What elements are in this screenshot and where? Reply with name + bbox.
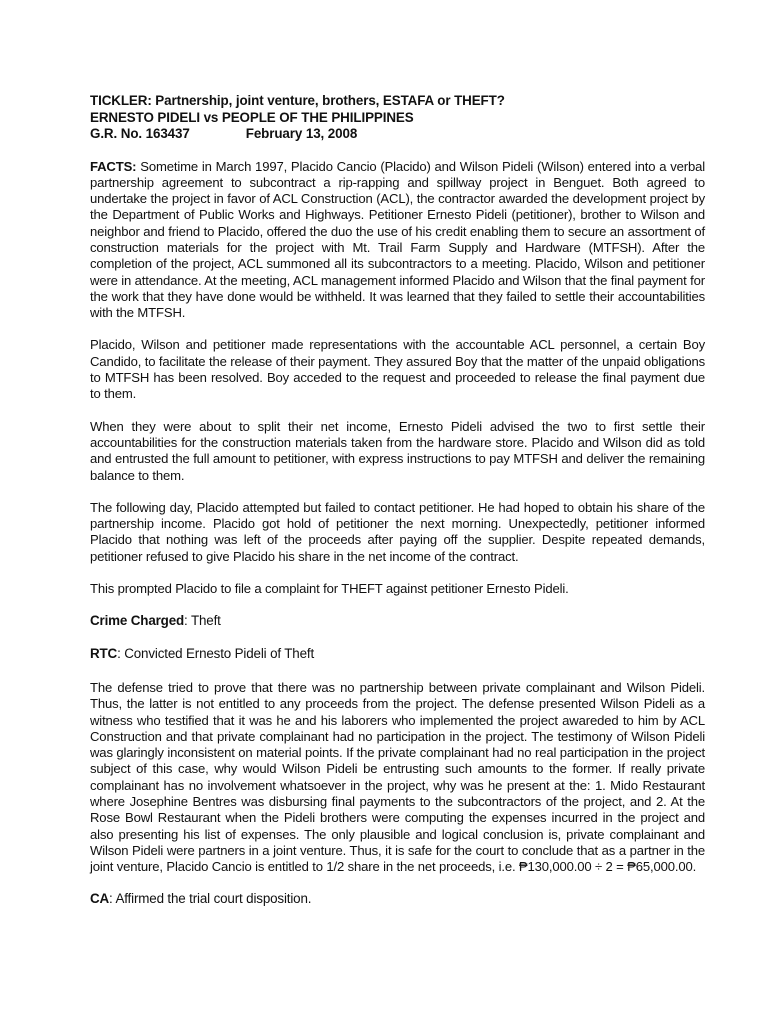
case-reference xyxy=(90,126,705,143)
tickler-line: TICKLER: Partnership, joint venture, brothers, ESTAFA or THEFT? xyxy=(90,93,505,108)
gr-number: G.R. No. 163437 xyxy=(90,126,190,141)
paragraph: Placido, Wilson and petitioner made representations with the accountable ACL personnel, a certain Boy Candido, to facilitate the release of their payment. They assured Boy that the matter of the unpaid obligations to MTFSH has been resolved. Boy acceded to the request and proceeded to release the final payment due to them. xyxy=(90,337,705,402)
defense-paragraph: The defense tried to prove that there was no partnership between private complainant and Wilson Pideli. Thus, the latter is not entitled to any proceeds from the project. The defense presented Wilson Pideli as a witness who testified that it was he and his laborers who implemented the project awareded to him by ACL Construction and that private complainant had no participation in the project. The testimony of Wilson Pideli was glaringly inconsistent on material points. If the private complainant had no real participation in the project subject of this case, why would Wilson Pideli be entrusting such amounts to the former. If really private complainant has no involvement whatsoever in the project, why was he present at the: 1. Mido Restaurant where Josephine Bentres was disbursing final payments to the subcontractors of the project, and 2. At the Rose Bowl Restaurant when the Pideli brothers were computing the expenses incurred in the project and also presenting his list of expenses. The only plausible and logical conclusion is, private complainant and Wilson Pideli were partners in a joint venture. Thus, it is safe for the court to conclude that as a partner in the joint venture, Placido Cancio is entitled to 1/2 share in the net proceeds, i.e. ₱130,000.00 ÷ 2 = ₱65,000.00. xyxy=(90,679,705,875)
paragraph: When they were about to split their net income, Ernesto Pideli advised the two to first settle their accountabilities for the construction materials taken from the hardware store. Placido and Wilson did as told and entrusted the full amount to petitioner, with express instructions to pay MTFSH and deliver the remaining balance to them. xyxy=(90,418,705,483)
facts-text: Sometime in March 1997, Placido Cancio (Placido) and Wilson Pideli (Wilson) entered into a verbal partnership agreement to subcontract a rip-rapping and spillway project in Benguet. Both agreed to undertake the project in favor of ACL Construction (ACL), the contractor awarded the development project by the Department of Public Works and Highways. Petitioner Ernesto Pideli (petitioner), brother to Wilson and neighbor and friend to Placido, offered the duo the use of his credit enabling them to secure an assortment of construction materials for the project with Mt. Trail Farm Supply and Hardware (MTFSH). After the completion of the project, ACL summoned all its subcontractors to a meeting. Placido, Wilson and petitioner were in attendance. At the meeting, ACL management informed Placido and Wilson that the final payment for the work that they have done would be withheld. It was learned that they failed to settle their accountabilities with the MTFSH. xyxy=(90,158,705,321)
paragraph: The following day, Placido attempted but failed to contact petitioner. He had hoped to obtain his share of the partnership income. Placido got hold of petitioner the next morning. Unexpectedly, petitioner informed Placido that nothing was left of the proceeds after paying off the supplier. Despite repeated demands, petitioner refused to give Placido his share in the net income of the contract. xyxy=(90,499,705,564)
ca-line xyxy=(90,891,705,907)
rtc-label: RTC xyxy=(90,645,118,661)
rtc-line xyxy=(90,646,705,662)
case-header xyxy=(90,93,705,143)
crime-charged-line xyxy=(90,613,705,629)
document-body xyxy=(90,159,705,908)
rtc-text: : Convicted Ernesto Pideli of Theft xyxy=(117,645,315,661)
ca-label: CA xyxy=(90,891,110,907)
crime-charged-label: Crime Charged xyxy=(90,613,185,629)
facts-label: FACTS: xyxy=(90,158,137,174)
decision-date: February 13, 2008 xyxy=(245,126,358,141)
crime-charged-text: : Theft xyxy=(184,613,221,629)
ca-text: : Affirmed the trial court disposition. xyxy=(109,891,312,907)
facts-paragraph xyxy=(90,159,705,322)
paragraph: This prompted Placido to file a complaint for THEFT against petitioner Ernesto Pideli. xyxy=(90,581,569,597)
case-title: ERNESTO PIDELI vs PEOPLE OF THE PHILIPPINES xyxy=(90,109,414,125)
